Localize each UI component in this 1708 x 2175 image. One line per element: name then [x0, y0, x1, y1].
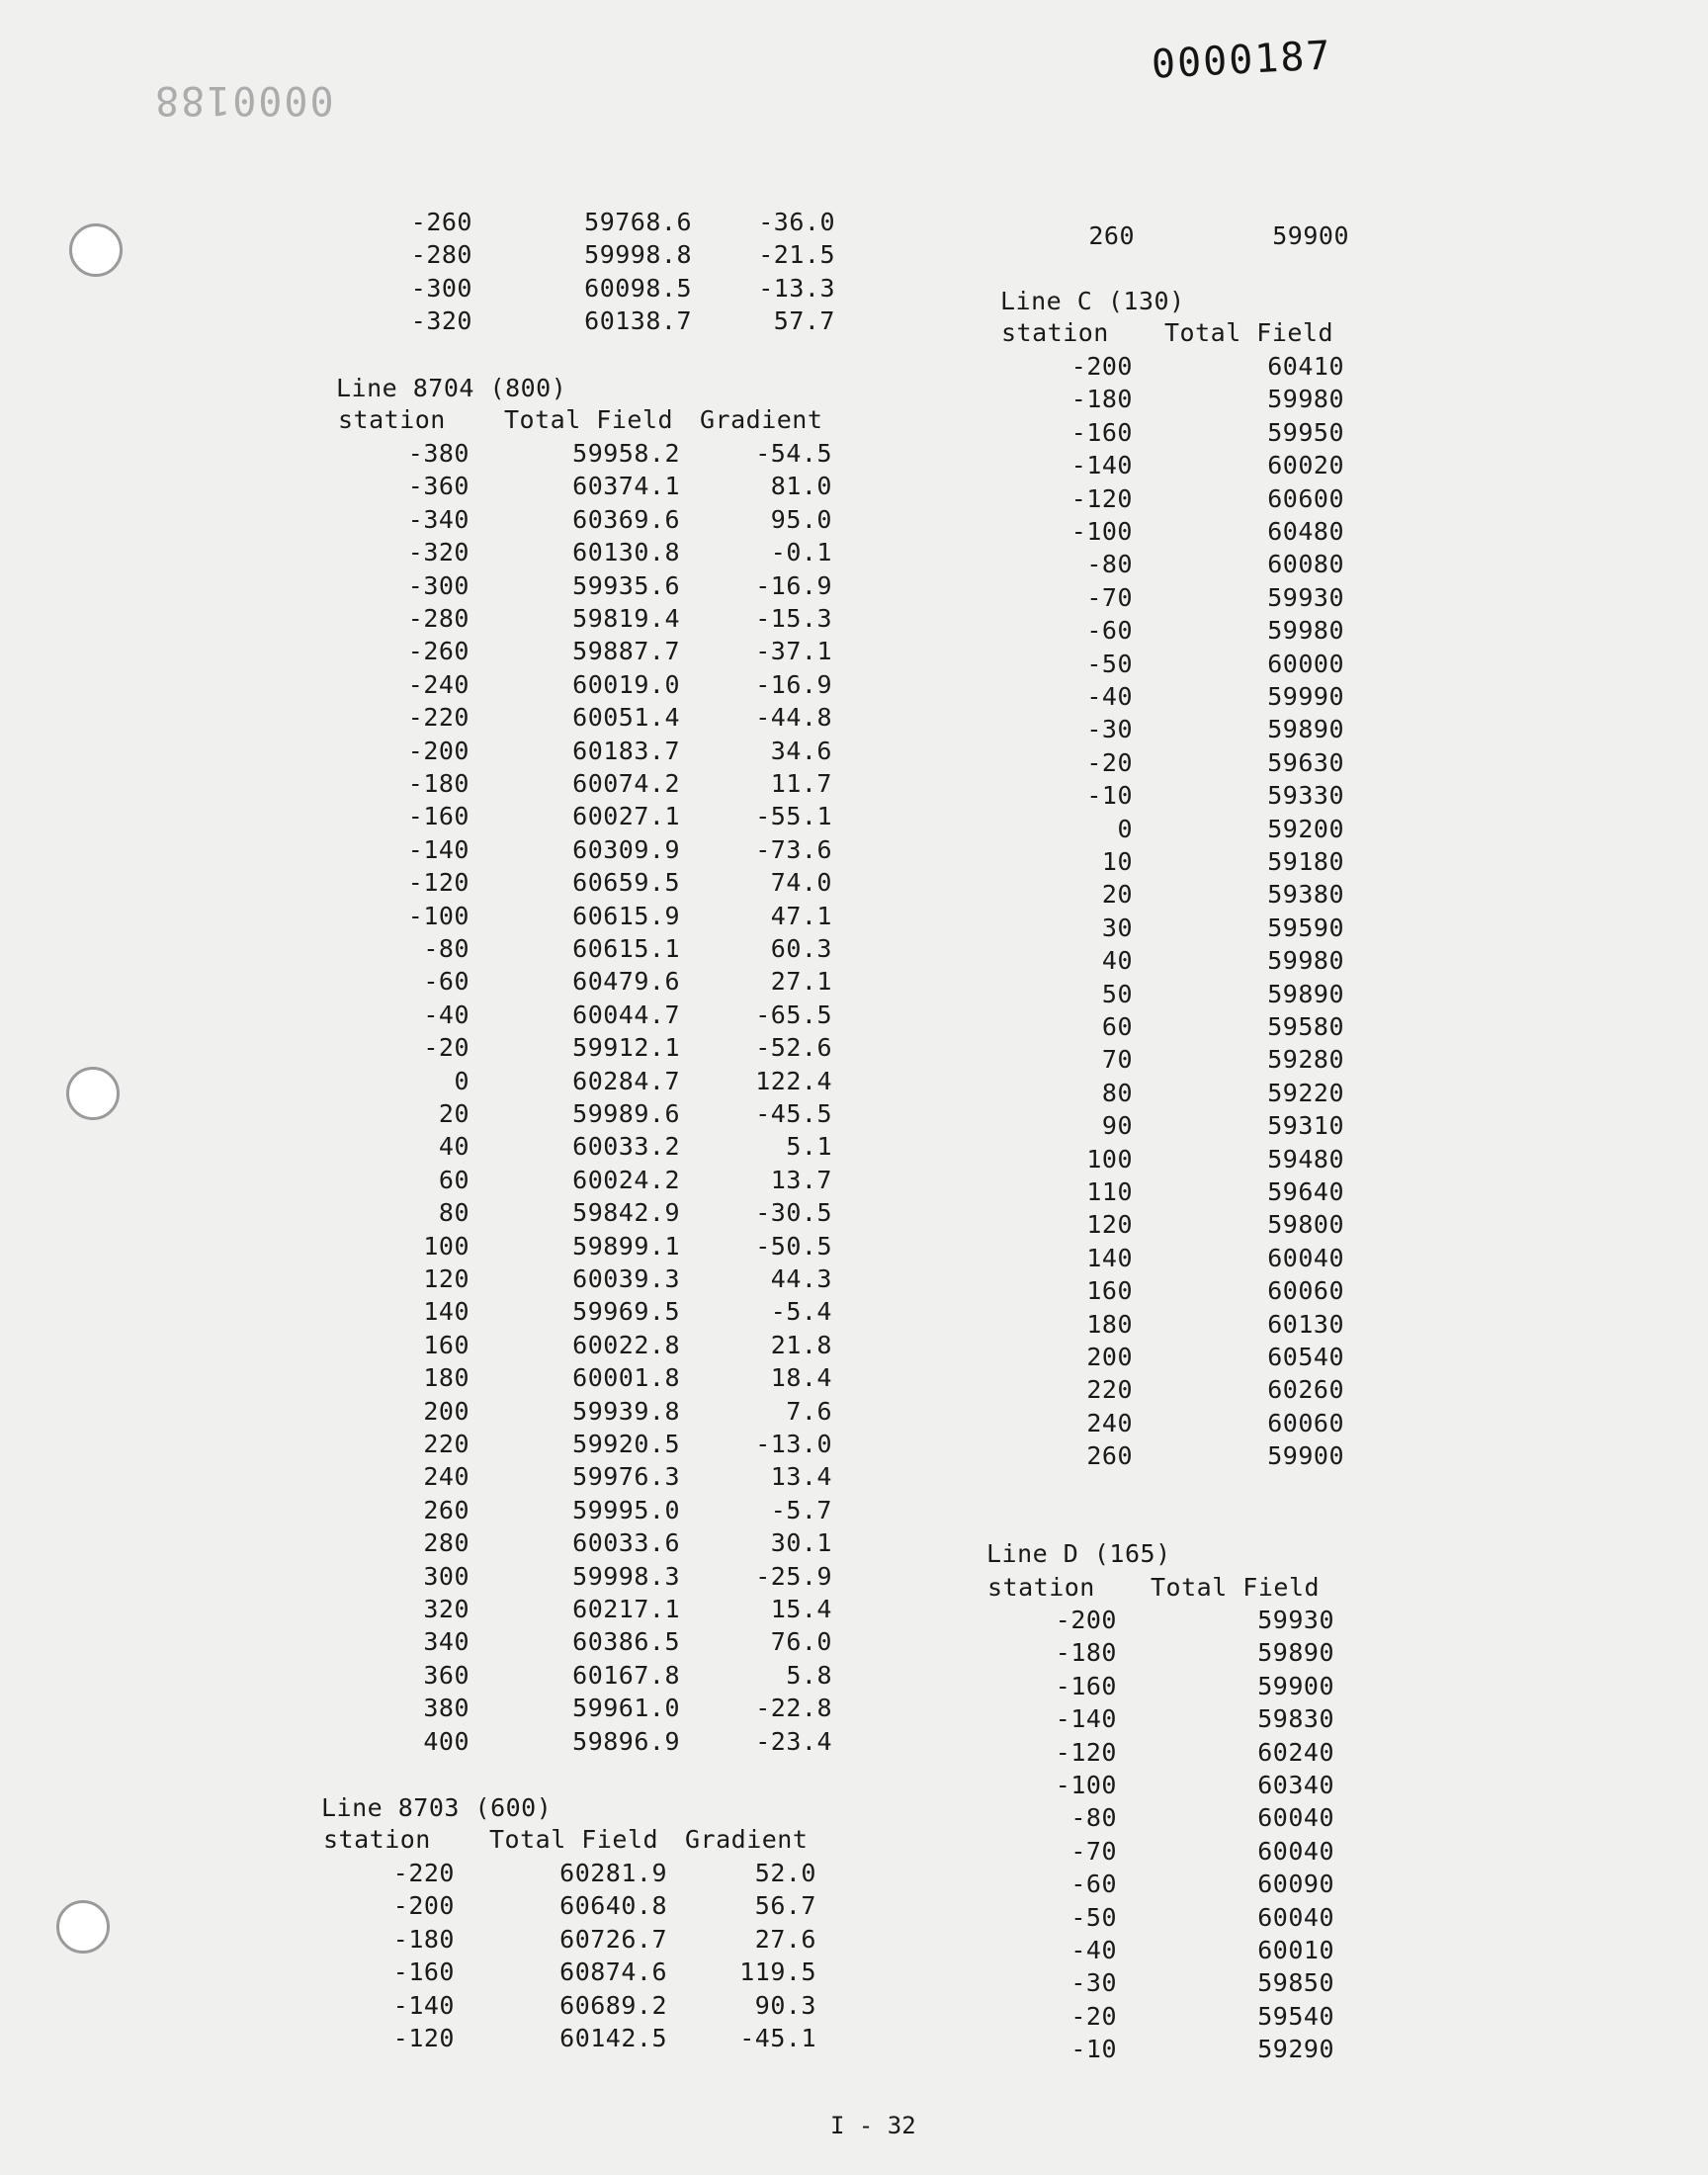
- table-cell: -160: [1070, 417, 1133, 447]
- table-cell: 59990: [1267, 682, 1344, 711]
- table-cell: 60040: [1257, 1836, 1334, 1866]
- table-cell: -5.4: [770, 1297, 832, 1327]
- table-cell: -30: [1070, 1968, 1117, 1998]
- table-cell: 59800: [1267, 1210, 1344, 1240]
- table-cell: 59540: [1257, 2001, 1334, 2031]
- table-cell: 140: [423, 1297, 470, 1327]
- table-cell: 60019.0: [572, 669, 680, 699]
- table-cell: 60074.2: [572, 769, 680, 798]
- table-cell: 44.3: [770, 1264, 832, 1293]
- table-cell: -100: [407, 901, 470, 930]
- table-cell: 60040: [1257, 1803, 1334, 1833]
- table-cell: 60033.2: [572, 1132, 680, 1162]
- table-cell: 60374.1: [572, 472, 680, 501]
- table-cell: 59995.0: [572, 1495, 680, 1524]
- table-cell: 0: [1117, 814, 1133, 843]
- table-cell: 240: [423, 1462, 470, 1492]
- table-cell: 59180: [1267, 847, 1344, 876]
- table-cell: -140: [407, 834, 470, 864]
- table-cell: -180: [392, 1924, 455, 1954]
- table-cell: 10: [1101, 847, 1133, 876]
- table-cell: 59900: [1267, 1441, 1344, 1471]
- table-cell: 59980: [1267, 616, 1344, 646]
- table-cell: 60130: [1267, 1309, 1344, 1339]
- table-cell: 60130.8: [572, 538, 680, 567]
- table-cell: 59640: [1267, 1177, 1344, 1206]
- table-cell: 122.4: [755, 1066, 832, 1095]
- table-cell: -50: [1086, 649, 1133, 678]
- table-cell: -5.7: [770, 1495, 832, 1524]
- column-header: Total Field: [504, 405, 674, 434]
- table-cell: 160: [1086, 1276, 1133, 1306]
- punch-hole-bottom: [56, 1900, 110, 1954]
- table-cell: -30: [1086, 715, 1133, 744]
- table-cell: 60183.7: [572, 736, 680, 765]
- table-cell: -140: [1070, 451, 1133, 480]
- table-cell: -220: [392, 1859, 455, 1887]
- table-cell: 59900: [1272, 221, 1349, 250]
- table-cell: 60090: [1257, 1870, 1334, 1899]
- table-cell: 60000: [1267, 649, 1344, 678]
- table-title: Line 8704 (800): [336, 374, 567, 402]
- table-cell: 90.3: [754, 1990, 816, 2020]
- table-cell: 56.7: [754, 1891, 816, 1921]
- table-cell: -200: [1070, 352, 1133, 381]
- column-header: station: [987, 1573, 1095, 1602]
- table-cell: 280: [423, 1528, 470, 1558]
- table-cell: 119.5: [739, 1958, 816, 1987]
- table-cell: 59930: [1257, 1606, 1334, 1634]
- table-cell: -180: [1070, 385, 1133, 414]
- table-cell: 60033.6: [572, 1528, 680, 1558]
- table-cell: 59200: [1267, 814, 1344, 843]
- table-cell: 59850: [1257, 1968, 1334, 1998]
- table-cell: -340: [407, 504, 470, 534]
- table-cell: 59896.9: [572, 1726, 680, 1756]
- table-cell: 60040: [1257, 1902, 1334, 1932]
- table-cell: -37.1: [755, 637, 832, 666]
- table-cell: 60540: [1267, 1343, 1344, 1371]
- table-cell: 60080: [1267, 550, 1344, 579]
- table-cell: 21.8: [770, 1330, 832, 1359]
- table-cell: 59768.6: [584, 208, 692, 236]
- table-cell: -80: [1086, 550, 1133, 579]
- table-cell: 5.1: [786, 1132, 832, 1162]
- table-cell: -60: [1070, 1870, 1117, 1899]
- table-cell: 180: [1086, 1309, 1133, 1339]
- table-cell: -200: [392, 1891, 455, 1921]
- table-cell: -23.4: [755, 1726, 832, 1756]
- table-cell: 18.4: [770, 1363, 832, 1393]
- table-cell: -320: [407, 538, 470, 567]
- table-cell: 59842.9: [572, 1198, 680, 1228]
- table-cell: 74.0: [770, 868, 832, 898]
- table-cell: -100: [1070, 517, 1133, 546]
- table-cell: -180: [407, 769, 470, 798]
- table-cell: -13.0: [755, 1430, 832, 1458]
- table-cell: 110: [1086, 1177, 1133, 1206]
- table-cell: 70: [1101, 1045, 1133, 1075]
- table-cell: 20: [438, 1099, 470, 1128]
- table-cell: 60060: [1267, 1408, 1344, 1437]
- table-cell: 60240: [1257, 1737, 1334, 1767]
- table-cell: 80: [1101, 1078, 1133, 1107]
- table-title: Line C (130): [1000, 287, 1185, 315]
- table-cell: 5.8: [786, 1660, 832, 1690]
- table-cell: -65.5: [755, 1000, 832, 1029]
- table-cell: -240: [407, 669, 470, 699]
- table-cell: 60138.7: [584, 306, 692, 336]
- table-cell: 100: [1086, 1144, 1133, 1174]
- table-cell: -180: [1055, 1638, 1117, 1668]
- table-cell: 59590: [1267, 913, 1344, 942]
- table-cell: 60001.8: [572, 1363, 680, 1393]
- table-cell: -60: [423, 967, 470, 997]
- table-cell: -280: [407, 604, 470, 633]
- table-cell: 13.4: [770, 1462, 832, 1492]
- table-cell: 59930: [1267, 582, 1344, 612]
- table-cell: 60726.7: [559, 1924, 667, 1954]
- table-cell: -15.3: [755, 604, 832, 633]
- table-cell: 59900: [1257, 1671, 1334, 1700]
- column-header: station: [1001, 318, 1109, 347]
- punch-hole-top: [69, 223, 123, 277]
- table-cell: 59890: [1267, 979, 1344, 1008]
- column-header: station: [338, 405, 446, 434]
- table-cell: 40: [438, 1132, 470, 1162]
- table-cell: 90: [1101, 1111, 1133, 1141]
- table-cell: 20: [1101, 880, 1133, 910]
- table-cell: 34.6: [770, 736, 832, 765]
- table-cell: 260: [1088, 221, 1135, 250]
- table-cell: -120: [407, 868, 470, 898]
- table-cell: 59899.1: [572, 1231, 680, 1261]
- table-cell: 59989.6: [572, 1099, 680, 1128]
- table-cell: 7.6: [786, 1396, 832, 1426]
- table-cell: 60689.2: [559, 1990, 667, 2020]
- table-cell: 240: [1086, 1408, 1133, 1437]
- table-cell: 60.3: [770, 934, 832, 963]
- table-cell: -21.5: [758, 240, 835, 270]
- table-cell: 47.1: [770, 901, 832, 930]
- table-cell: 200: [1086, 1343, 1133, 1371]
- table-cell: 59969.5: [572, 1297, 680, 1327]
- table-cell: 80: [438, 1198, 470, 1228]
- table-title: Line D (165): [986, 1539, 1171, 1568]
- table-cell: 220: [423, 1430, 470, 1458]
- table-cell: 60060: [1267, 1276, 1344, 1306]
- table-cell: 60: [438, 1165, 470, 1194]
- table-cell: 220: [1086, 1375, 1133, 1405]
- table-cell: 260: [423, 1495, 470, 1524]
- table-cell: -40: [1086, 682, 1133, 711]
- table-cell: 200: [423, 1396, 470, 1426]
- table-cell: -120: [1055, 1737, 1117, 1767]
- table-cell: -120: [1070, 483, 1133, 513]
- table-cell: -52.6: [755, 1033, 832, 1063]
- table-cell: -140: [392, 1990, 455, 2020]
- table-cell: 60369.6: [572, 504, 680, 534]
- table-cell: -320: [410, 306, 472, 336]
- table-cell: 60479.6: [572, 967, 680, 997]
- table-cell: -40: [1070, 1936, 1117, 1964]
- table-cell: 120: [423, 1264, 470, 1293]
- table-cell: 59890: [1257, 1638, 1334, 1668]
- table-cell: 59939.8: [572, 1396, 680, 1426]
- table-cell: 60309.9: [572, 834, 680, 864]
- table-cell: -22.8: [755, 1694, 832, 1723]
- table-cell: -70: [1086, 582, 1133, 612]
- table-cell: -200: [407, 736, 470, 765]
- table-cell: 60386.5: [572, 1627, 680, 1657]
- table-cell: -100: [1055, 1771, 1117, 1799]
- table-cell: 60010: [1257, 1936, 1334, 1964]
- table-cell: 59480: [1267, 1144, 1344, 1174]
- table-cell: 60640.8: [559, 1891, 667, 1921]
- table-cell: 59998.8: [584, 240, 692, 270]
- table-cell: -160: [392, 1958, 455, 1987]
- table-cell: 59998.3: [572, 1561, 680, 1591]
- punch-hole-middle: [66, 1067, 120, 1120]
- table-cell: 120: [1086, 1210, 1133, 1240]
- table-cell: -73.6: [755, 834, 832, 864]
- table-cell: 59380: [1267, 880, 1344, 910]
- table-cell: -44.8: [755, 703, 832, 733]
- table-cell: 140: [1086, 1243, 1133, 1272]
- table-cell: 60284.7: [572, 1066, 680, 1095]
- table-cell: 59980: [1267, 946, 1344, 976]
- table-cell: 59976.3: [572, 1462, 680, 1492]
- table-cell: -280: [410, 240, 472, 270]
- table-cell: -16.9: [755, 570, 832, 600]
- table-cell: 60410: [1267, 352, 1344, 381]
- column-header: Gradient: [685, 1825, 809, 1854]
- table-cell: -120: [392, 2024, 455, 2052]
- table-cell: 320: [423, 1595, 470, 1623]
- table-title: Line 8703 (600): [321, 1793, 553, 1822]
- table-cell: 340: [423, 1627, 470, 1657]
- table-cell: 260: [1086, 1441, 1133, 1471]
- table-cell: 59935.6: [572, 570, 680, 600]
- bleed-through-document-number: 0000188: [153, 77, 334, 123]
- table-cell: -10: [1086, 781, 1133, 811]
- table-cell: 160: [423, 1330, 470, 1359]
- table-cell: -36.0: [758, 208, 835, 236]
- table-cell: -16.9: [755, 669, 832, 699]
- table-cell: 59980: [1267, 385, 1344, 414]
- table-cell: 59890: [1267, 715, 1344, 744]
- table-cell: -20: [1070, 2001, 1117, 2031]
- table-cell: -45.5: [755, 1099, 832, 1128]
- table-cell: 60027.1: [572, 802, 680, 831]
- table-cell: 59280: [1267, 1045, 1344, 1075]
- column-header: Gradient: [700, 405, 823, 434]
- table-cell: 60480: [1267, 517, 1344, 546]
- table-cell: 15.4: [770, 1595, 832, 1623]
- table-cell: -160: [1055, 1671, 1117, 1700]
- table-cell: 30.1: [770, 1528, 832, 1558]
- table-cell: -260: [407, 637, 470, 666]
- table-cell: 60044.7: [572, 1000, 680, 1029]
- table-cell: 60600: [1267, 483, 1344, 513]
- table-cell: 60659.5: [572, 868, 680, 898]
- table-cell: 60024.2: [572, 1165, 680, 1194]
- table-cell: 59819.4: [572, 604, 680, 633]
- table-cell: -220: [407, 703, 470, 733]
- table-cell: 60040: [1267, 1243, 1344, 1272]
- table-cell: 59920.5: [572, 1430, 680, 1458]
- table-cell: -60: [1086, 616, 1133, 646]
- table-cell: 50: [1101, 979, 1133, 1008]
- table-cell: 60260: [1267, 1375, 1344, 1405]
- table-cell: 59290: [1257, 2035, 1334, 2064]
- table-cell: -55.1: [755, 802, 832, 831]
- table-cell: 95.0: [770, 504, 832, 534]
- table-cell: 360: [423, 1660, 470, 1690]
- table-cell: 0: [454, 1066, 470, 1095]
- table-cell: -80: [423, 934, 470, 963]
- table-cell: 60142.5: [559, 2024, 667, 2052]
- table-cell: 60167.8: [572, 1660, 680, 1690]
- column-header: station: [323, 1825, 431, 1854]
- table-cell: -45.1: [739, 2024, 816, 2052]
- table-cell: 60217.1: [572, 1595, 680, 1623]
- table-cell: 60281.9: [559, 1859, 667, 1887]
- table-cell: 27.1: [770, 967, 832, 997]
- table-cell: 59961.0: [572, 1694, 680, 1723]
- table-cell: 60098.5: [584, 273, 692, 303]
- table-cell: 60022.8: [572, 1330, 680, 1359]
- table-cell: 60615.1: [572, 934, 680, 963]
- table-cell: 59630: [1267, 747, 1344, 777]
- table-cell: -70: [1070, 1836, 1117, 1866]
- table-cell: 30: [1101, 913, 1133, 942]
- table-cell: -0.1: [770, 538, 832, 567]
- column-header: Total Field: [1164, 318, 1334, 347]
- column-header: Total Field: [1151, 1573, 1321, 1602]
- table-cell: -80: [1070, 1803, 1117, 1833]
- table-cell: -25.9: [755, 1561, 832, 1591]
- table-cell: -140: [1055, 1704, 1117, 1734]
- table-cell: -300: [410, 273, 472, 303]
- table-cell: -20: [423, 1033, 470, 1063]
- table-cell: -10: [1070, 2035, 1117, 2064]
- table-cell: 60020: [1267, 451, 1344, 480]
- table-cell: -13.3: [758, 273, 835, 303]
- table-cell: 11.7: [770, 769, 832, 798]
- table-cell: 60874.6: [559, 1958, 667, 1987]
- table-cell: 59912.1: [572, 1033, 680, 1063]
- table-cell: 60: [1101, 1012, 1133, 1041]
- table-cell: 60615.9: [572, 901, 680, 930]
- table-cell: 100: [423, 1231, 470, 1261]
- column-header: Total Field: [489, 1825, 659, 1854]
- table-cell: 59220: [1267, 1078, 1344, 1107]
- table-cell: -380: [407, 439, 470, 468]
- table-cell: 59830: [1257, 1704, 1334, 1734]
- table-cell: 400: [423, 1726, 470, 1756]
- table-cell: 27.6: [754, 1924, 816, 1954]
- table-cell: -54.5: [755, 439, 832, 468]
- table-cell: -200: [1055, 1606, 1117, 1634]
- table-cell: 76.0: [770, 1627, 832, 1657]
- table-cell: -50: [1070, 1902, 1117, 1932]
- table-cell: -300: [407, 570, 470, 600]
- table-cell: 59580: [1267, 1012, 1344, 1041]
- table-cell: -50.5: [755, 1231, 832, 1261]
- table-cell: 59950: [1267, 417, 1344, 447]
- table-cell: 60051.4: [572, 703, 680, 733]
- table-cell: -20: [1086, 747, 1133, 777]
- table-cell: 13.7: [770, 1165, 832, 1194]
- table-cell: 52.0: [754, 1859, 816, 1887]
- table-cell: 60340: [1257, 1771, 1334, 1799]
- table-cell: -160: [407, 802, 470, 831]
- table-cell: -40: [423, 1000, 470, 1029]
- table-cell: 40: [1101, 946, 1133, 976]
- table-cell: 380: [423, 1694, 470, 1723]
- table-cell: 59310: [1267, 1111, 1344, 1141]
- table-cell: 60039.3: [572, 1264, 680, 1293]
- table-cell: 180: [423, 1363, 470, 1393]
- table-cell: 59330: [1267, 781, 1344, 811]
- table-cell: -360: [407, 472, 470, 501]
- table-cell: 59887.7: [572, 637, 680, 666]
- page-number: I - 32: [830, 2112, 916, 2139]
- table-cell: -260: [410, 208, 472, 236]
- table-cell: 300: [423, 1561, 470, 1591]
- table-cell: 81.0: [770, 472, 832, 501]
- table-cell: 57.7: [773, 306, 835, 336]
- table-cell: 59958.2: [572, 439, 680, 468]
- table-cell: -30.5: [755, 1198, 832, 1228]
- document-number: 0000187: [1150, 33, 1333, 88]
